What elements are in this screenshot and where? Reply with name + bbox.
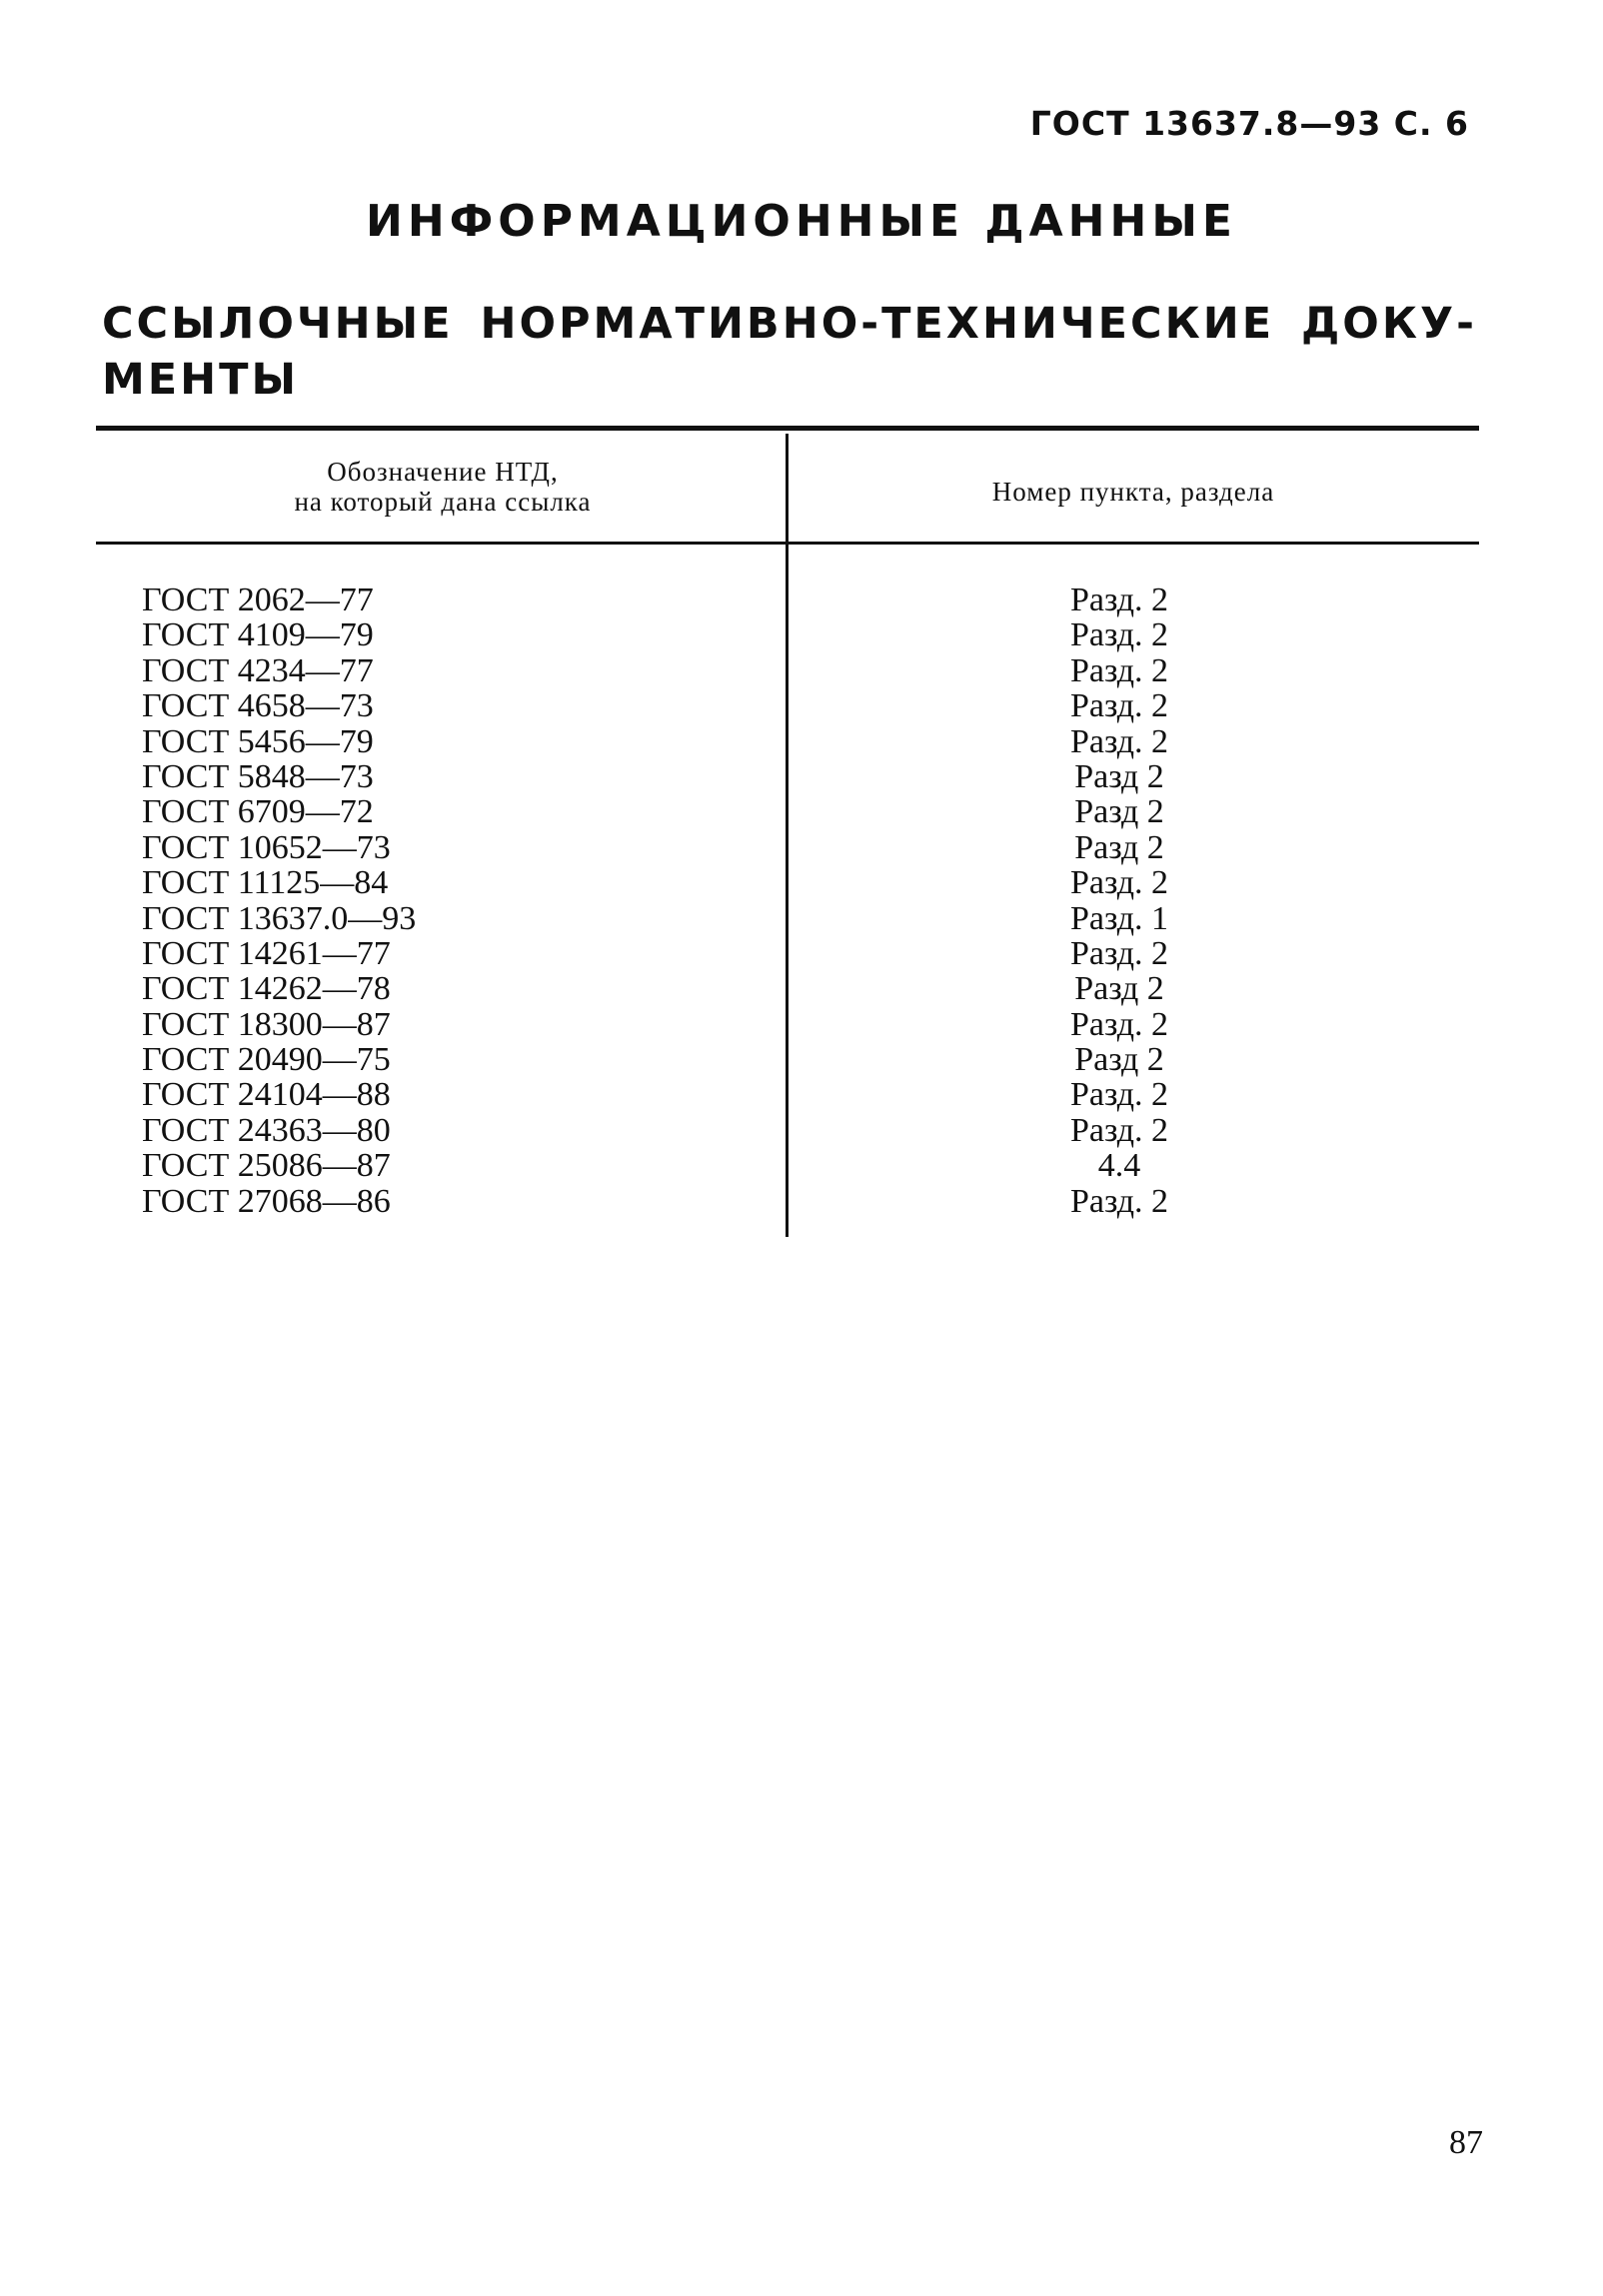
table-top-rule [96, 426, 1479, 431]
section-number-cell: Разд. 2 [1069, 1005, 1169, 1043]
section-heading-word: ССЫЛОЧНЫЕ [102, 299, 454, 349]
table-row [0, 688, 1603, 723]
section-number-cell: 4.4 [1097, 1147, 1141, 1185]
document-designation-cell: ГОСТ 6709—72 [142, 793, 374, 831]
document-designation-cell: ГОСТ 10652—73 [142, 828, 391, 866]
column-header-section: Номер пункта, раздела [991, 477, 1275, 507]
table-row [0, 794, 1603, 829]
section-number-cell: Разд 2 [1074, 1041, 1164, 1079]
section-number-cell: Разд 2 [1074, 970, 1164, 1008]
section-number-cell: Разд. 2 [1069, 934, 1169, 972]
section-heading [102, 296, 1477, 408]
table-row [0, 1007, 1603, 1042]
section-heading-word: НОРМАТИВНО-ТЕХНИЧЕСКИЕ [480, 299, 1275, 349]
section-number-cell: Разд. 2 [1069, 616, 1169, 654]
section-number-cell: Разд 2 [1074, 828, 1164, 866]
section-number-cell: Разд. 2 [1069, 722, 1169, 760]
table-row [0, 759, 1603, 794]
section-number-cell: Разд. 2 [1069, 864, 1169, 902]
document-designation-cell: ГОСТ 13637.0—93 [142, 899, 417, 937]
section-heading-line-1 [102, 296, 1477, 352]
section-number-cell: Разд. 1 [1069, 899, 1169, 937]
document-designation-cell: ГОСТ 14262—78 [142, 970, 391, 1008]
document-designation-cell: ГОСТ 4658—73 [142, 687, 374, 725]
document-designation-cell: ГОСТ 4109—79 [142, 616, 374, 654]
table-row [0, 1184, 1603, 1219]
section-heading-word: ДОКУ- [1301, 299, 1477, 349]
section-number-cell: Разд. 2 [1069, 687, 1169, 725]
document-designation-cell: ГОСТ 2062—77 [142, 581, 374, 618]
document-designation-cell: ГОСТ 5848—73 [142, 757, 374, 795]
section-number-cell: Разд. 2 [1069, 1111, 1169, 1149]
document-designation-cell: ГОСТ 25086—87 [142, 1147, 391, 1185]
section-number-cell: Разд. 2 [1069, 651, 1169, 689]
section-number-cell: Разд 2 [1074, 793, 1164, 831]
table-row [0, 1113, 1603, 1148]
table-row [0, 971, 1603, 1006]
table-body [0, 582, 1603, 1219]
section-heading-line-2: МЕНТЫ [102, 355, 300, 405]
table-row [0, 653, 1603, 688]
document-designation-cell: ГОСТ 11125—84 [142, 864, 389, 902]
section-number-cell: Разд. 2 [1069, 1182, 1169, 1220]
section-number-cell: Разд. 2 [1069, 581, 1169, 618]
document-designation-cell: ГОСТ 4234—77 [142, 651, 374, 689]
document-designation-cell: ГОСТ 24363—80 [142, 1111, 391, 1149]
document-designation-cell: ГОСТ 5456—79 [142, 722, 374, 760]
table-row [0, 865, 1603, 900]
document-designation-cell: ГОСТ 14261—77 [142, 934, 391, 972]
table-row [0, 936, 1603, 971]
section-number-cell: Разд. 2 [1069, 1076, 1169, 1114]
table-row [0, 1042, 1603, 1077]
table-row [0, 1077, 1603, 1112]
column-header-document-line-2: на который дана ссылка [294, 487, 592, 517]
document-designation-cell: ГОСТ 20490—75 [142, 1041, 391, 1079]
document-designation-cell: ГОСТ 27068—86 [142, 1182, 391, 1220]
page-number: 87 [1449, 2124, 1483, 2161]
table-row [0, 1148, 1603, 1183]
table-row [0, 901, 1603, 936]
table-row [0, 830, 1603, 865]
document-designation-cell: ГОСТ 24104—88 [142, 1076, 391, 1114]
page-title: ИНФОРМАЦИОННЫЕ ДАННЫЕ [366, 196, 1237, 247]
column-header-document [100, 457, 786, 517]
column-header-document-line-1: Обозначение НТД, [327, 457, 559, 487]
table-row [0, 582, 1603, 617]
table-row [0, 724, 1603, 759]
section-number-cell: Разд 2 [1074, 757, 1164, 795]
table-row [0, 617, 1603, 652]
running-header: ГОСТ 13637.8—93 С. 6 [1029, 104, 1469, 143]
document-designation-cell: ГОСТ 18300—87 [142, 1005, 391, 1043]
